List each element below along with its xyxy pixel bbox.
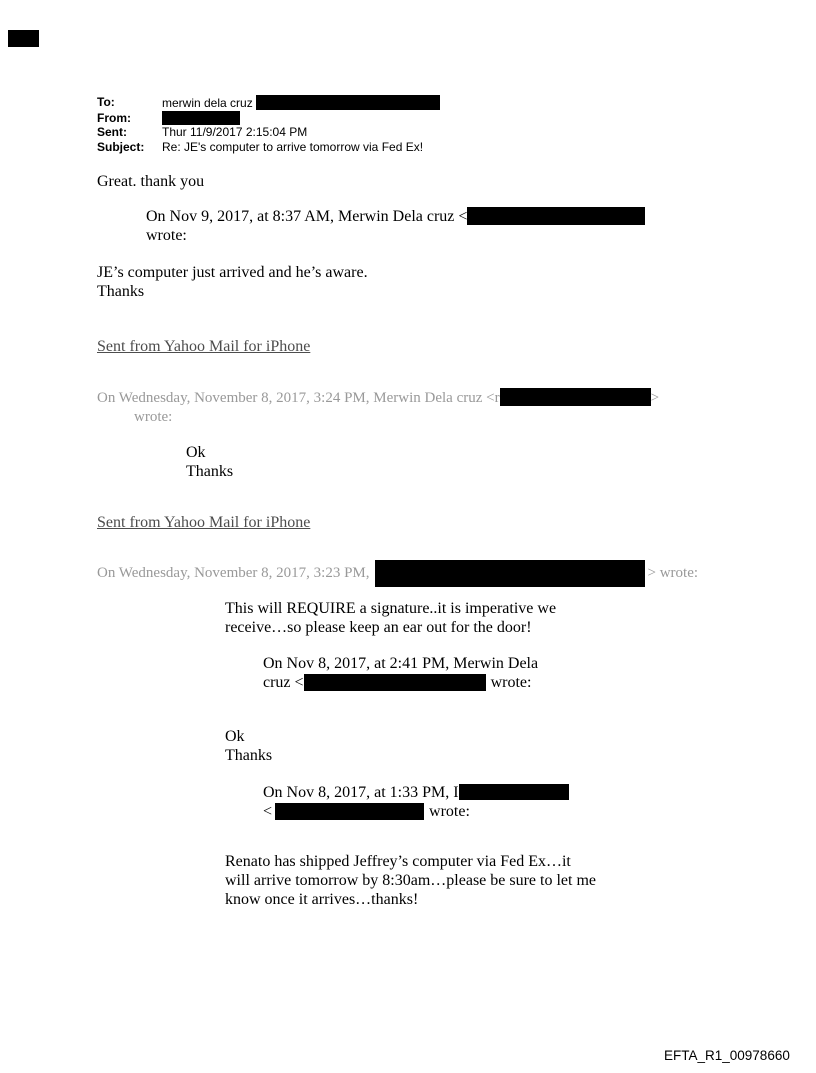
yahoo-mail-link[interactable]: Sent from Yahoo Mail for iPhone: [97, 338, 311, 355]
quote-line: wrote:: [146, 227, 187, 244]
redaction-bar: [275, 803, 424, 820]
redaction-bar: [500, 388, 651, 406]
quote-line: On Wednesday, November 8, 2017, 3:24 PM, Merwin Dela cruz <r >: [97, 390, 660, 406]
subject-label: Subject:: [97, 139, 145, 154]
message-ok-1: [186, 443, 233, 481]
to-value: merwin dela cruz: [162, 95, 440, 111]
redaction-bar: [375, 560, 645, 587]
quote-line: On Nov 9, 2017, at 8:37 AM, Merwin Dela cruz <: [146, 207, 645, 226]
redaction-bar: [256, 95, 440, 110]
message-ok-2: [225, 727, 272, 765]
quote-line: wrote:: [134, 409, 173, 425]
from-label: From:: [97, 110, 131, 125]
message-line: Thanks: [186, 463, 234, 480]
quote-line: On Nov 8, 2017, at 2:41 PM, Merwin Dela: [263, 655, 539, 672]
quote-header-241pm: [263, 654, 538, 692]
redaction-bar: [304, 674, 486, 691]
message-line: Renato has shipped Jeffrey’s computer via Fed Ex…it: [225, 853, 571, 870]
message-line: This will REQUIRE a signature..it is imperative we: [225, 600, 557, 617]
reply-top-text: Great. thank you: [97, 173, 205, 190]
sent-value: Thur 11/9/2017 2:15:04 PM: [162, 125, 308, 140]
message-arrived: [97, 263, 368, 301]
from-value: [162, 111, 440, 126]
bates-number: EFTA_R1_00978660: [664, 1048, 790, 1063]
redaction-bar: [467, 207, 645, 225]
redaction-mark-top-left: [8, 30, 39, 47]
message-line: receive…so please keep an ear out for the door!: [225, 619, 532, 636]
sent-label: Sent:: [97, 125, 127, 140]
quote-line: On Nov 8, 2017, at 1:33 PM, I: [263, 783, 569, 802]
quote-header-323pm: On Wednesday, November 8, 2017, 3:23 PM, > wrote:: [97, 558, 698, 588]
quote-line: < wrote:: [263, 803, 470, 820]
message-require: [225, 599, 556, 637]
message-line: Thanks: [97, 283, 145, 300]
quote-header-133pm: [263, 783, 569, 821]
message-line: will arrive tomorrow by 8:30am…please be sure to let me: [225, 872, 597, 889]
message-line: JE’s computer just arrived and he’s aware.: [97, 264, 368, 281]
message-renato: [225, 852, 596, 909]
quote-line: cruz < wrote:: [263, 674, 532, 691]
subject-value: Re: JE's computer to arrive tomorrow via Fed Ex!: [162, 139, 424, 154]
message-line: Thanks: [225, 747, 273, 764]
redaction-bar: [459, 784, 569, 800]
yahoo-mail-link[interactable]: Sent from Yahoo Mail for iPhone: [97, 514, 311, 531]
to-label: To:: [97, 95, 115, 109]
message-line: Ok: [225, 728, 245, 745]
email-header: [97, 95, 440, 154]
redaction-bar: [162, 111, 240, 125]
quote-header-324pm: [97, 388, 659, 427]
message-line: Ok: [186, 444, 206, 461]
message-line: know once it arrives…thanks!: [225, 891, 419, 908]
quote-header-nov9: [146, 207, 645, 245]
